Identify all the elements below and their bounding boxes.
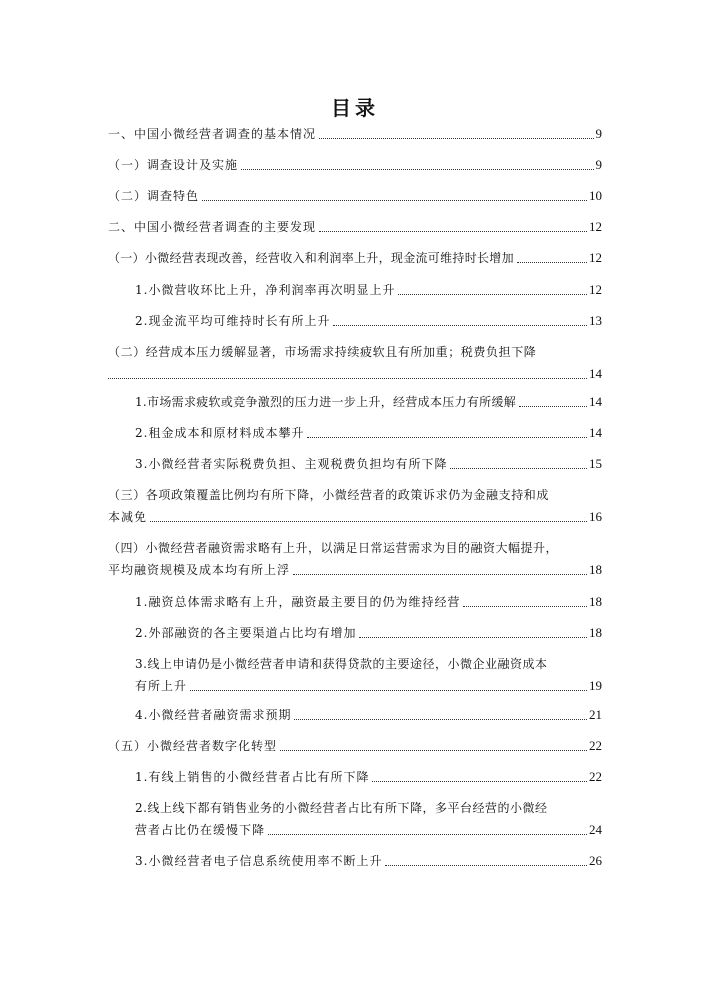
toc-page-number: 12 xyxy=(589,219,602,234)
toc-entry-text: 3.线上申请仍是小微经营者申请和获得贷款的主要途径，小微企业融资成本 xyxy=(135,657,548,671)
toc-entry[interactable] xyxy=(135,591,602,613)
toc-entry-text: 3.小微经营者电子信息系统使用率不断上升 xyxy=(135,854,383,868)
toc-entry-text: （五）小微经营者数字化转型 xyxy=(108,739,278,753)
toc-page-number: 22 xyxy=(589,769,602,784)
toc-entry-text: 1.小微营收环比上升，净利润率再次明显上升 xyxy=(135,283,396,297)
toc-entry[interactable] xyxy=(135,766,602,788)
toc-entry[interactable] xyxy=(108,185,602,207)
toc-entry[interactable] xyxy=(135,797,602,841)
page-title: 目录 xyxy=(331,96,379,120)
dot-leader xyxy=(307,437,587,438)
toc-page-number: 14 xyxy=(589,366,602,381)
dot-leader xyxy=(190,690,587,691)
toc-page-number: 18 xyxy=(589,625,602,640)
toc-entry-text: （一）小微经营表现改善，经营收入和利润率上升，现金流可维持时长增加 xyxy=(108,251,514,265)
toc-entry[interactable] xyxy=(108,735,602,757)
dot-leader xyxy=(463,606,587,607)
dot-leader xyxy=(359,637,587,638)
toc-entry-text: 1.市场需求疲软或竞争激烈的压力进一步上升，经营成本压力有所缓解 xyxy=(135,395,517,409)
dot-leader xyxy=(280,750,587,751)
toc-entry-text: 一、中国小微经营者调查的基本情况 xyxy=(108,127,317,141)
toc-entry[interactable] xyxy=(135,622,602,644)
toc-page-number: 22 xyxy=(589,738,602,753)
toc-entry-text: 2.外部融资的各主要渠道占比均有增加 xyxy=(135,626,357,640)
toc-page-number: 15 xyxy=(589,456,602,471)
toc-page-number: 12 xyxy=(589,282,602,297)
toc-entry-text: （三）各项政策覆盖比例均有所下降，小微经营者的政策诉求仍为金融支持和成 xyxy=(108,488,550,502)
toc-entry[interactable] xyxy=(135,310,602,332)
toc-entry-text: 2.租金成本和原材料成本攀升 xyxy=(135,426,305,440)
toc-page-number: 24 xyxy=(589,822,602,837)
toc-entry-text: 营者占比仍在缓慢下降 xyxy=(135,823,266,837)
toc-entry-text: 二、中国小微经营者调查的主要发现 xyxy=(108,220,317,234)
toc-entry-text: 4.小微经营者融资需求预期 xyxy=(135,708,292,722)
dot-leader xyxy=(202,200,587,201)
dot-leader xyxy=(372,781,587,782)
toc-page-number: 18 xyxy=(589,562,602,577)
toc-page-number: 14 xyxy=(589,394,602,409)
toc-entry-text: 2.现金流平均可维持时长有所上升 xyxy=(135,314,331,328)
toc-entry-text: （一）调查设计及实施 xyxy=(108,158,239,172)
toc-entry-text: （四）小微经营者融资需求略有上升，以满足日常运营需求为目的融资大幅提升， xyxy=(108,541,559,555)
toc-entry[interactable] xyxy=(108,123,602,145)
toc-entry[interactable] xyxy=(135,279,602,301)
toc-page-number: 21 xyxy=(589,707,602,722)
toc-page-number: 18 xyxy=(589,594,602,609)
dot-leader xyxy=(293,574,587,575)
toc-entry-text: 平均融资规模及成本均有所上浮 xyxy=(108,563,291,577)
toc-entry[interactable] xyxy=(108,537,602,581)
dot-leader xyxy=(450,468,587,469)
toc-page-number: 9 xyxy=(595,126,602,141)
toc-entry-text: 有所上升 xyxy=(135,679,188,693)
toc-page-number: 12 xyxy=(589,250,602,265)
dot-leader xyxy=(108,378,587,379)
toc-entry[interactable] xyxy=(135,422,602,444)
toc-entry[interactable] xyxy=(135,391,602,413)
toc-entry-text: 本减免 xyxy=(108,510,148,524)
toc-entry-text: 1.有线上销售的小微经营者占比有所下降 xyxy=(135,770,370,784)
toc-page-number: 26 xyxy=(589,853,602,868)
dot-leader xyxy=(150,521,587,522)
dot-leader xyxy=(385,865,587,866)
dot-leader xyxy=(519,406,587,407)
dot-leader xyxy=(333,325,587,326)
toc-page-number: 9 xyxy=(595,157,602,172)
toc-entry[interactable] xyxy=(135,850,602,872)
toc-page-number: 13 xyxy=(589,313,602,328)
dot-leader xyxy=(294,719,587,720)
toc-page-number: 10 xyxy=(589,188,602,203)
toc-entry[interactable] xyxy=(108,484,602,528)
toc-page-number: 14 xyxy=(589,425,602,440)
dot-leader xyxy=(517,262,587,263)
dot-leader xyxy=(268,834,587,835)
dot-leader xyxy=(319,138,593,139)
toc-entry[interactable] xyxy=(108,341,602,385)
toc-entry[interactable] xyxy=(108,154,602,176)
toc-page-number: 16 xyxy=(589,509,602,524)
dot-leader xyxy=(398,294,587,295)
dot-leader xyxy=(319,231,587,232)
toc-entry[interactable] xyxy=(135,704,602,726)
toc-page-number: 19 xyxy=(589,678,602,693)
toc-entry-text: 2.线上线下都有销售业务的小微经营者占比有所下降，多平台经营的小微经 xyxy=(135,801,548,815)
toc-entry-text: 1.融资总体需求略有上升，融资最主要目的仍为维持经营 xyxy=(135,595,461,609)
toc-entry-text: 3.小微经营者实际税费负担、主观税费负担均有所下降 xyxy=(135,457,448,471)
toc-entry[interactable] xyxy=(108,216,602,238)
toc-entry-text: （二）经营成本压力缓解显著，市场需求持续疲软且有所加重；税费负担下降 xyxy=(108,345,537,359)
toc-entry[interactable] xyxy=(135,453,602,475)
toc-entry[interactable] xyxy=(108,247,602,269)
toc-entry[interactable] xyxy=(135,653,602,697)
toc-entry-text: （二）调查特色 xyxy=(108,189,200,203)
dot-leader xyxy=(241,169,593,170)
